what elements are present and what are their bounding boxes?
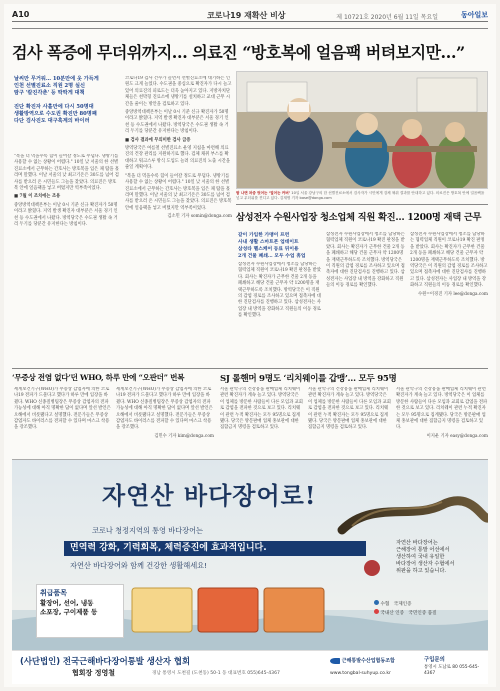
eel-advertisement [12, 459, 488, 684]
article-byline: 김민수 기자 kim@donga.com [154, 433, 214, 439]
photo-caption-text: 10일 서울 강남구의 한 선별진료소에서 검사자가 시민에게 검체 채취 결과를 안내하고 있다. 의료진은 방호복 안에 얼음팩을 넣고 무더위를 견디고 있다. 김재명 기자 base@donga.com [236, 191, 485, 200]
ad-shop-info: 통영시 도남로 80 055-645-4367 [424, 665, 480, 676]
article-paragraph: 중앙방역대책본부는 이날 0시 기준 신규 확진자가 50명이라고 밝혔다. 지역 발생 확진자 대부분은 서울 경기 인천 등 수도권에서 나왔다. 방역당국은 수도권 생활 속 거리 두기를 당분간 유지한다는 방침이다. [14, 202, 118, 228]
article-2-subheads [238, 232, 322, 260]
article-paragraph: "복을 더 먹을수록 힘이 들어갈 정도로 무덥다. 냉방기를 사용할 수 없는 상황이 어렵다." 10일 낮 서울의 한 선별진료소에서 근무하는 간호사는 방호복을 입은 채 땀을 흘리며 말했다. 이날 서울의 낮 최고기온은 30도를 넘어 검사를 받으러 온 시민들도 그늘을 찾았다. 의료진은 방호복 안에 얼음팩을 넣고 버텼지만 역부족이었다. [125, 173, 232, 211]
ad-product-badge [36, 584, 124, 638]
article-2-column-2 [326, 232, 406, 362]
cert-icon [374, 600, 379, 605]
ad-logo [330, 657, 395, 664]
article-paragraph: 삼성전자 수원사업장에서 청소를 담당하는 협력업체 직원이 코로나19 확진 판정을 받았다. 회사는 확진자가 근무한 건물 2개 동을 폐쇄하고 해당 건물 근무자 약 1200명을 재택근무하도록 조치했다. 방역당국은 이 직원의 감염 경로를 조사하고 있으며 접촉자에 대한 진단검사를 진행하고 있다. 삼성전자는 사업장 내 방역을 강화하고 직원들의 이동 경로를 확인했다. [238, 262, 321, 319]
article-paragraph: 방역당국은 여름철 선별진료소 운영 지침을 마련해 의료진의 건강 관리를 지원하기로 했다. 검체 채취 부스를 확대하고 워크스루 방식 도입도 늘려 의료진의 노출 시간을 줄일 계획이다. [125, 146, 231, 171]
callout-line: 바다장어 생산자 수협에서 [396, 561, 455, 567]
article-2-column-1 [238, 262, 322, 362]
article-paragraph: 삼성전자 수원사업장에서 청소를 담당하는 협력업체 직원이 코로나19 확진 판정을 받았다. 회사는 확진자가 근무한 건물 2개 동을 폐쇄하고 해당 건물 근무자 약 1200명을 재택근무하도록 조치했다. 방역당국은 이 직원의 감염 경로를 조사하고 있으며 접촉자에 대한 진단검사를 진행하고 있다. 삼성전자는 사업장 내 방역을 강화하고 직원들의 이동 경로를 확인했다. [326, 232, 405, 289]
page-header [12, 8, 488, 22]
ad-line-2: 자연산 바다장어와 함께 건강한 생활해세요! [70, 561, 207, 570]
header-rule [12, 28, 488, 29]
cert-label: 국민인증 품질 [408, 610, 437, 616]
news-photo-illustration [237, 72, 488, 189]
article-paragraph: "복을 더 먹을수록 힘이 들어갈 정도로 무덥다. 냉방기를 사용할 수 없는 상황이 어렵다." 10일 낮 서울의 한 선별진료소에서 근무하는 간호사는 방호복을 입은 채 땀을 흘리며 말했다. 이날 서울의 낮 최고기온은 30도를 넘어 검사를 받으러 온 시민들도 그늘을 찾았다. 의료진은 방호복 안에 얼음팩을 넣고 버텼지만 역부족이었다. [14, 154, 120, 192]
section-divider [12, 368, 488, 369]
main-article-column-2 [125, 76, 232, 281]
subhead: 진단 확진자 사흘만에 다시 50명대 [14, 103, 94, 110]
article-paragraph: 서울 관악구의 건강용품 판매업체 리치웨이 관련 확진자가 계속 늘고 있다. 방역당국은 이 업체를 방문한 사람들이 다른 모임과 교회로 감염을 전파한 것으로 보고 있다. 리치웨이 관련 누적 확진자는 모두 95명으로 집계됐다. 당국은 방문판매 업체 홍보관에 대한 집합금지 명령을 검토하고 있다. [220, 387, 303, 431]
article-subsection: ■ 검사 결과에 무의미한 검사 급증 [125, 137, 191, 143]
ad-title: 자연산 바다장어로! [102, 481, 317, 510]
ad-website[interactable]: www.tongbal-suhyup.co.kr [330, 671, 391, 676]
article-paragraph: 중앙방역대책본부는 이날 0시 기준 신규 확진자가 50명이라고 밝혔다. 지역 발생 확진자 대부분은 서울 경기 인천 등 수도권에서 나왔다. 방역당국은 수도권 생활 속 거리 두기를 당분간 유지한다는 방침이다. [125, 110, 229, 135]
ad-band: 면역력 강화, 기력회복, 체력증진에 효과적입니다. [64, 541, 366, 556]
fish-logo-icon [330, 658, 340, 664]
photo-caption-title: 땀 나면 차증 벗어는 ‘얼어는 커버’ [236, 191, 291, 195]
subhead: 땀구 '칼진각춘' 등 딱딱게 대책 [14, 90, 85, 97]
ad-org-head: 협회장 정영철 [72, 669, 116, 677]
newspaper-page [4, 4, 496, 687]
article-paragraph: 세계보건기구(WHO)가 무증상 감염자에 의한 코로나19 전파가 드물다고 했다가 하루 만에 입장을 바꿨다. WHO 신종질병팀장은 무증상 감염자의 전파 가능성에 대해 아직 명확한 답이 없다며 앞선 발언은 오해에서 비롯됐다고 설명했다. 전문가들은 무증상 감염자도 바이러스를 전파할 수 있다며 마스크 착용을 강조했다. [116, 387, 213, 431]
ad-badge-line: 활장어, 선어, 냉동 [40, 599, 94, 607]
article-divider [236, 204, 488, 205]
ad-address: 경남 통영시 도천길 (도천동) 50-1 동 대표번호 055)645-4367 [152, 671, 280, 676]
article-byline: 이지운 기자 easy@donga.com [426, 433, 488, 439]
paper-logo: 동아일보 [460, 11, 488, 19]
article-4-headline: SJ 롤핸머 9명도 ‘리치웨이를 갑맹’… 모두 95명 [220, 374, 397, 384]
callout-line: 위판을 하고 있습니다. [396, 568, 447, 574]
ad-logo-text: 근해통발수산업협동조합 [341, 658, 395, 664]
main-article-column-1 [14, 154, 120, 281]
subhead: 사내 생활 스마트폰 업데이트 [238, 239, 299, 245]
article-paragraph: 코로나19 검사 건수가 늘면서 선별진료소에 대기하는 인원도 크게 늘었다. 수도권을 중심으로 확진자가 다시 늘고 있어 의료진의 피로도는 더욱 높아지고 있다. 지방자치단체들은 천막형 진료소에 냉방기를 설치하고 교대 근무 시간을 줄이는 방안을 검토하고 있다. [125, 76, 232, 107]
article-3-headline: ‘무증상 전염 없다’던 WHO, 하루 만에 “오판더” 번복 [12, 373, 185, 382]
article-3-column-2 [116, 387, 214, 454]
callout-line: 생산하여 국내 유일한 [396, 554, 445, 560]
section-title: 코로나19 재확산 비상 [207, 11, 286, 20]
article-4-column-3 [396, 387, 488, 454]
cert-label: 국제인증 [393, 602, 412, 607]
ad-footer [12, 650, 488, 684]
main-subheads [14, 76, 120, 125]
subhead: 생활방역으로 수도권 확진만 80명째 [14, 110, 97, 117]
article-subsection: ■ 7월 이 조치에는 조용 [14, 194, 61, 200]
article-byline: 수원=이경진 기자 lee@donga.com [418, 291, 488, 297]
article-byline: 김소민 기자 somin@donga.com [167, 214, 232, 220]
article-paragraph: 서울 관악구의 건강용품 판매업체 리치웨이 관련 확진자가 계속 늘고 있다. 방역당국은 이 업체를 방문한 사람들이 다른 모임과 교회로 감염을 전파한 것으로 보고 있다. 리치웨이 관련 누적 확진자는 모두 95명으로 집계됐다. 당국은 방문판매 업체 홍보관에 대한 집합금지 명령을 검토하고 있다. [396, 387, 488, 431]
subhead: 삼성타 헬스케어 동료 뒤이용 [238, 246, 299, 252]
issue-info: 제 10721호 2020년 6월 11일 목요일 [336, 14, 438, 21]
article-4-column-1 [220, 387, 304, 454]
article-4-column-2 [308, 387, 392, 454]
subhead: 2개 건물 폐쇄… 모두 수업 휴업 [238, 253, 306, 259]
callout-line: 자연산 바다장어는 [396, 540, 438, 546]
news-photo [236, 71, 488, 189]
callout-line: 근해장어 통발 어선에서 [396, 547, 450, 553]
subhead: 같이 가입한 가맹이 프런 [238, 232, 290, 238]
article-2-column-3 [410, 232, 488, 362]
ad-badge-line: 소포장, 구이제품 등 [40, 608, 98, 616]
subhead: 다단 검사진도 대구혹계의 바이러 [14, 118, 90, 125]
subhead: 날씨만 무거워… 10분만에 옷 가득게 [14, 76, 99, 82]
subhead: 인천 선별진료소 직원 2명 실신 [14, 83, 85, 90]
ad-shop-title: 구입문의 [424, 657, 445, 663]
article-paragraph: 삼성전자 수원사업장에서 청소를 담당하는 협력업체 직원이 코로나19 확진 판정을 받았다. 회사는 확진자가 근무한 건물 2개 동을 폐쇄하고 해당 건물 근무자 약 1200명을 재택근무하도록 조치했다. 방역당국은 이 직원의 감염 경로를 조사하고 있으며 접촉자에 대한 진단검사를 진행하고 있다. 삼성전자는 사업장 내 방역을 강화하고 직원들의 이동 경로를 확인했다. [410, 232, 488, 289]
article-3-column-1 [14, 387, 112, 454]
ad-org-name: (사단법인) 전국근해바다장어통발 생산자 협회 [20, 656, 191, 666]
article-paragraph: 세계보건기구(WHO)가 무증상 감염자에 의한 코로나19 전파가 드물다고 했다가 하루 만에 입장을 바꿨다. WHO 신종질병팀장은 무증상 감염자의 전파 가능성에 대해 아직 명확한 답이 없다며 앞선 발언은 오해에서 비롯됐다고 설명했다. 전문가들은 무증상 감염자도 바이러스를 전파할 수 있다며 마스크 착용을 강조했다. [14, 387, 111, 431]
article-2-headline: 삼성전자 수원사업장 청소업체 직원 확진… 1200명 재택 근무 [236, 212, 482, 223]
ad-callout [396, 540, 486, 575]
article-paragraph: 서울 관악구의 건강용품 판매업체 리치웨이 관련 확진자가 계속 늘고 있다. 방역당국은 이 업체를 방문한 사람들이 다른 모임과 교회로 감염을 전파한 것으로 보고 있다. 리치웨이 관련 누적 확진자는 모두 95명으로 집계됐다. 당국은 방문판매 업체 홍보관에 대한 집합금지 명령을 검토하고 있다. [308, 387, 391, 431]
cert-label: 수협 [380, 602, 390, 607]
cert-label: 국내산 인증 [380, 610, 405, 616]
ad-line-1: 코로나 청정지역의 통영 바다장어는 [92, 526, 204, 535]
main-headline: 검사 폭증에 무더위까지… 의료진 “방호복에 얼음팩 버텨보지만…” [12, 43, 465, 62]
photo-caption [236, 191, 488, 201]
ad-certifications [374, 600, 484, 617]
ad-badge-title: 취급품목 [40, 589, 68, 597]
page-number: A10 [12, 10, 30, 19]
cert-icon [374, 609, 379, 614]
